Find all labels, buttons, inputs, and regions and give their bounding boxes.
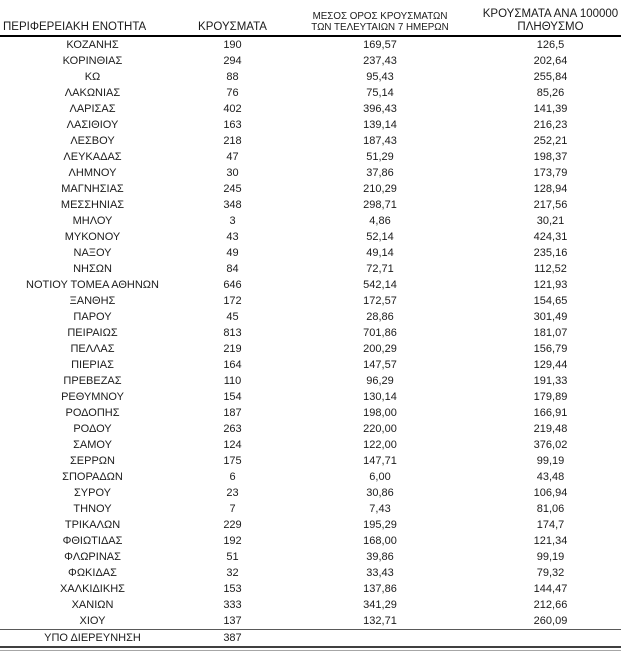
region-cell: ΣΥΡΟΥ (73, 487, 111, 499)
per100k-cell: 126,5 (536, 39, 565, 51)
cases-cell: 137 (223, 615, 242, 627)
per100k-cell: 173,79 (533, 167, 568, 179)
table-row (0, 501, 621, 517)
table-row (0, 533, 621, 549)
avg7-cell: 187,43 (363, 135, 397, 147)
column-header-7day-average-line2: ΤΩΝ ΤΕΛΕΥΤΑΙΩΝ 7 ΗΜΕΡΩΝ (311, 22, 449, 33)
per100k-cell: 179,89 (533, 391, 568, 403)
cases-cell: 402 (223, 103, 242, 115)
cases-cell: 153 (223, 583, 242, 595)
cases-cell: 387 (185, 630, 280, 648)
cases-cell: 76 (226, 87, 239, 99)
region-cell: ΣΑΜΟΥ (73, 439, 112, 451)
per100k-cell: 376,02 (533, 439, 568, 451)
avg7-cell: 33,43 (366, 567, 394, 579)
region-cell: ΦΘΙΩΤΙΔΑΣ (62, 535, 123, 547)
cases-cell: 333 (223, 599, 242, 611)
region-cell: ΜΥΚΟΝΟΥ (64, 231, 121, 243)
avg7-cell: 341,29 (363, 599, 397, 611)
region-cell: ΚΩ (84, 71, 101, 83)
cases-cell: 245 (223, 183, 242, 195)
region-cell: ΞΑΝΘΗΣ (69, 295, 116, 307)
per100k-cell: 121,34 (533, 535, 568, 547)
region-cell: ΝΑΞΟΥ (73, 247, 112, 259)
region-cell: ΜΑΓΝΗΣΙΑΣ (61, 183, 124, 195)
column-header-region-label: ΠΕΡΙΦΕΡΕΙΑΚΗ ΕΝΟΤΗΤΑ (3, 20, 147, 33)
table-row (0, 357, 621, 373)
avg7-cell: 51,29 (366, 151, 394, 163)
avg7-cell: 195,29 (363, 519, 397, 531)
table-row (0, 389, 621, 405)
table-row (0, 309, 621, 325)
per100k-cell: 252,21 (533, 135, 568, 147)
per100k-cell: 255,84 (533, 71, 568, 83)
column-header-per-100000 (480, 8, 621, 36)
cases-cell: 218 (223, 135, 242, 147)
avg7-cell: 172,57 (363, 295, 397, 307)
column-header-region (0, 8, 185, 36)
cases-cell: 163 (223, 119, 242, 131)
avg7-cell: 49,14 (366, 247, 394, 259)
per100k-cell: 260,09 (533, 615, 568, 627)
cases-cell: 646 (223, 279, 242, 291)
table-row (0, 517, 621, 533)
column-header-per-100000-line1: ΚΡΟΥΣΜΑΤΑ ΑΝΑ 100000 (482, 8, 619, 20)
avg7-cell: 6,00 (369, 471, 391, 483)
per100k-cell: 121,93 (533, 279, 568, 291)
avg7-cell: 210,29 (363, 183, 397, 195)
region-cell: ΚΟΖΑΝΗΣ (66, 39, 119, 51)
avg7-cell: 122,00 (363, 439, 397, 451)
column-header-cases (185, 8, 280, 36)
table-row (0, 581, 621, 597)
cases-cell: 23 (226, 487, 239, 499)
column-header-cases-label: ΚΡΟΥΣΜΑΤΑ (198, 20, 267, 33)
per100k-cell: 129,44 (533, 359, 568, 371)
table-row (0, 293, 621, 309)
avg7-cell: 396,43 (363, 103, 397, 115)
avg7-cell: 169,57 (363, 39, 397, 51)
avg7-cell: 72,71 (366, 263, 394, 275)
table-row (0, 53, 621, 69)
per100k-cell: 217,56 (533, 199, 568, 211)
cases-cell: 51 (226, 551, 239, 563)
cases-cell: 263 (223, 423, 242, 435)
cases-cell: 164 (223, 359, 242, 371)
table-row (0, 133, 621, 149)
avg7-cell: 168,00 (363, 535, 397, 547)
table-row (0, 630, 621, 648)
table-row (0, 373, 621, 389)
avg7-cell: 147,71 (363, 455, 397, 467)
table-row (0, 325, 621, 341)
table-row (0, 341, 621, 357)
per100k-cell: 99,19 (536, 455, 565, 467)
region-cell: ΠΙΕΡΙΑΣ (71, 359, 114, 371)
region-cell: ΠΕΙΡΑΙΩΣ (67, 327, 118, 339)
avg7-cell: 132,71 (363, 615, 397, 627)
region-cell: ΤΡΙΚΑΛΩΝ (64, 519, 121, 531)
avg7-cell: 237,43 (363, 55, 397, 67)
per100k-cell: 99,19 (536, 551, 565, 563)
table-row (0, 597, 621, 613)
avg7-cell: 37,86 (366, 167, 394, 179)
region-cell: ΡΕΘΥΜΝΟΥ (61, 391, 124, 403)
per100k-cell: 141,39 (533, 103, 568, 115)
per100k-cell: 106,94 (533, 487, 568, 499)
table-row (0, 229, 621, 245)
avg7-cell: 139,14 (363, 119, 397, 131)
per100k-cell: 181,07 (533, 327, 568, 339)
table-bottom-rule (0, 650, 621, 651)
table-header (0, 8, 621, 36)
column-header-7day-average-line1: ΜΕΣΟΣ ΟΡΟΣ ΚΡΟΥΣΜΑΤΩΝ (312, 11, 448, 22)
region-cell: ΛΑΚΩΝΙΑΣ (64, 87, 121, 99)
table-body (0, 36, 621, 647)
per100k-cell: 43,48 (536, 471, 565, 483)
avg7-cell: 30,86 (366, 487, 394, 499)
cases-cell: 7 (229, 503, 236, 515)
region-cell: ΛΗΜΝΟΥ (68, 167, 117, 179)
per100k-cell: 30,21 (536, 215, 565, 227)
per100k-cell: 79,32 (536, 567, 565, 579)
table-row (0, 437, 621, 453)
per100k-cell: 174,7 (536, 519, 565, 531)
avg7-cell: 130,14 (363, 391, 397, 403)
per100k-cell: 166,91 (533, 407, 568, 419)
per100k-cell: 216,23 (533, 119, 568, 131)
per100k-cell: 144,47 (533, 583, 568, 595)
per100k-cell: 424,31 (533, 231, 568, 243)
table-row (0, 549, 621, 565)
table-row (0, 421, 621, 437)
column-header-per-100000-line2: ΠΛΗΘΥΣΜΟ (517, 20, 584, 33)
avg7-cell: 542,14 (363, 279, 397, 291)
region-cell: ΦΩΚΙΔΑΣ (68, 567, 117, 579)
per100k-cell (480, 630, 621, 648)
region-cell: ΜΗΛΟΥ (72, 215, 113, 227)
region-cell: ΣΠΟΡΑΔΩΝ (62, 471, 123, 483)
table-row (0, 69, 621, 85)
region-cell: ΧΑΝΙΩΝ (71, 599, 114, 611)
region-cell: ΜΕΣΣΗΝΙΑΣ (60, 199, 125, 211)
table-row (0, 277, 621, 293)
region-cell: ΧΙΟΥ (79, 615, 106, 627)
avg7-cell: 220,00 (363, 423, 397, 435)
cases-cell: 3 (229, 215, 236, 227)
avg7-cell: 7,43 (369, 503, 391, 515)
cases-cell: 30 (226, 167, 239, 179)
cases-cell: 172 (223, 295, 242, 307)
cases-cell: 6 (229, 471, 236, 483)
table-row (0, 165, 621, 181)
avg7-cell: 137,86 (363, 583, 397, 595)
table-row (0, 245, 621, 261)
cases-cell: 294 (223, 55, 242, 67)
cases-cell: 110 (223, 375, 242, 387)
region-cell: ΛΑΡΙΣΑΣ (69, 103, 116, 115)
avg7-cell: 198,00 (363, 407, 397, 419)
table-row (0, 405, 621, 421)
regional-cases-table (0, 8, 621, 648)
cases-cell: 187 (223, 407, 242, 419)
region-cell: ΠΕΛΛΑΣ (70, 343, 115, 355)
region-cell: ΝΗΣΩΝ (73, 263, 112, 275)
cases-cell: 813 (223, 327, 242, 339)
avg7-cell: 4,86 (369, 215, 391, 227)
per100k-cell: 154,65 (533, 295, 568, 307)
cases-cell: 348 (223, 199, 242, 211)
table-row (0, 213, 621, 229)
cases-cell: 45 (226, 311, 239, 323)
cases-cell: 32 (226, 567, 239, 579)
table-row (0, 469, 621, 485)
table-row (0, 85, 621, 101)
avg7-cell: 75,14 (366, 87, 394, 99)
region-cell: ΠΑΡΟΥ (73, 311, 112, 323)
cases-cell: 192 (223, 535, 242, 547)
table-row (0, 149, 621, 165)
cases-cell: 175 (223, 455, 242, 467)
avg7-cell: 701,86 (363, 327, 397, 339)
per100k-cell: 156,79 (533, 343, 568, 355)
region-cell: ΧΑΛΚΙΔΙΚΗΣ (60, 583, 125, 595)
avg7-cell: 28,86 (366, 311, 394, 323)
cases-cell: 43 (226, 231, 239, 243)
avg7-cell (280, 630, 480, 648)
per100k-cell: 112,52 (534, 263, 567, 275)
table-row (0, 453, 621, 469)
table-row (0, 181, 621, 197)
table-row (0, 613, 621, 630)
per100k-cell: 219,48 (533, 423, 568, 435)
table-row (0, 197, 621, 213)
per100k-cell: 235,16 (533, 247, 568, 259)
cases-cell: 229 (223, 519, 242, 531)
avg7-cell: 298,71 (363, 199, 397, 211)
cases-cell: 47 (226, 151, 239, 163)
avg7-cell: 39,86 (366, 551, 394, 563)
region-cell: ΠΡΕΒΕΖΑΣ (63, 375, 122, 387)
table-row (0, 565, 621, 581)
region-cell: ΛΑΣΙΘΙΟΥ (66, 119, 119, 131)
table-row (0, 101, 621, 117)
header-row (0, 8, 621, 36)
table-row (0, 261, 621, 277)
per100k-cell: 301,49 (533, 311, 568, 323)
per100k-cell: 202,64 (533, 55, 568, 67)
region-cell: ΛΕΥΚΑΔΑΣ (63, 151, 122, 163)
table-row (0, 36, 621, 53)
per100k-cell: 212,66 (533, 599, 568, 611)
avg7-cell: 147,57 (363, 359, 397, 371)
cases-cell: 124 (223, 439, 242, 451)
avg7-cell: 200,29 (363, 343, 397, 355)
avg7-cell: 96,29 (366, 375, 394, 387)
avg7-cell: 95,43 (366, 71, 394, 83)
per100k-cell: 81,06 (536, 503, 565, 515)
region-cell: ΤΗΝΟΥ (73, 503, 112, 515)
region-cell: ΛΕΣΒΟΥ (70, 135, 115, 147)
cases-cell: 190 (223, 39, 242, 51)
region-cell: ΚΟΡΙΝΘΙΑΣ (62, 55, 123, 67)
region-cell: ΦΛΩΡΙΝΑΣ (64, 551, 121, 563)
table-row (0, 485, 621, 501)
region-cell: ΣΕΡΡΩΝ (70, 455, 115, 467)
region-cell: ΥΠΟ ΔΙΕΡΕΥΝΗΣΗ (0, 630, 185, 648)
per100k-cell: 191,33 (533, 375, 568, 387)
cases-cell: 84 (226, 263, 239, 275)
column-header-7day-average (280, 8, 480, 36)
region-cell: ΡΟΔΟΥ (73, 423, 112, 435)
per100k-cell: 85,26 (536, 87, 565, 99)
cases-cell: 219 (223, 343, 242, 355)
per100k-cell: 198,37 (533, 151, 568, 163)
cases-cell: 88 (226, 71, 239, 83)
region-cell: ΝΟΤΙΟΥ ΤΟΜΕΑ ΑΘΗΝΩΝ (26, 279, 159, 291)
cases-cell: 49 (226, 247, 239, 259)
table-row (0, 117, 621, 133)
cases-cell: 154 (223, 391, 242, 403)
region-cell: ΡΟΔΟΠΗΣ (65, 407, 120, 419)
avg7-cell: 52,14 (366, 231, 394, 243)
per100k-cell: 128,94 (533, 183, 568, 195)
